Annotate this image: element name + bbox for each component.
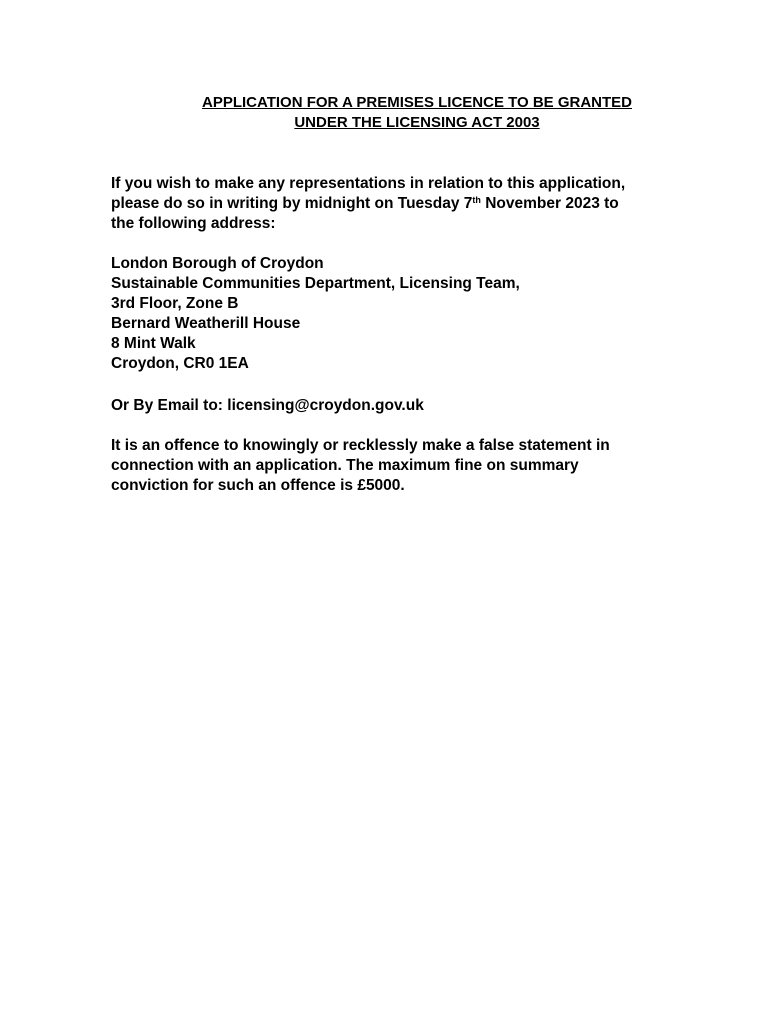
address-line-2: Sustainable Communities Department, Licensing Team, bbox=[111, 275, 520, 292]
warning-line-3: conviction for such an offence is £5000. bbox=[111, 477, 405, 494]
intro-line-1: If you wish to make any representations in relation to this application, bbox=[111, 175, 626, 192]
ordinal-suffix: th bbox=[472, 195, 481, 205]
postal-address bbox=[111, 254, 731, 374]
address-line-3: 3rd Floor, Zone B bbox=[111, 295, 239, 312]
warning-line-2: connection with an application. The maximum fine on summary bbox=[111, 457, 579, 474]
document-title-line-2: UNDER THE LICENSING ACT 2003 bbox=[294, 114, 540, 131]
document-title-line-1: APPLICATION FOR A PREMISES LICENCE TO BE GRANTED bbox=[201, 94, 633, 111]
intro-line-3: the following address: bbox=[111, 215, 276, 232]
offence-warning bbox=[111, 436, 731, 496]
address-line-5: 8 Mint Walk bbox=[111, 335, 196, 352]
address-line-4: Bernard Weatherill House bbox=[111, 315, 301, 332]
warning-line-1: It is an offence to knowingly or recklessly make a false statement in bbox=[111, 437, 610, 454]
intro-paragraph bbox=[111, 174, 731, 234]
intro-line-2-start: please do so in writing by midnight on Tuesday 7 bbox=[111, 195, 473, 212]
address-line-6: Croydon, CR0 1EA bbox=[111, 355, 249, 372]
intro-line-2-end: November 2023 to bbox=[480, 195, 619, 212]
email-line: Or By Email to: licensing@croydon.gov.uk bbox=[111, 397, 424, 414]
intro-line-2 bbox=[111, 194, 731, 214]
address-line-1: London Borough of Croydon bbox=[111, 255, 324, 272]
